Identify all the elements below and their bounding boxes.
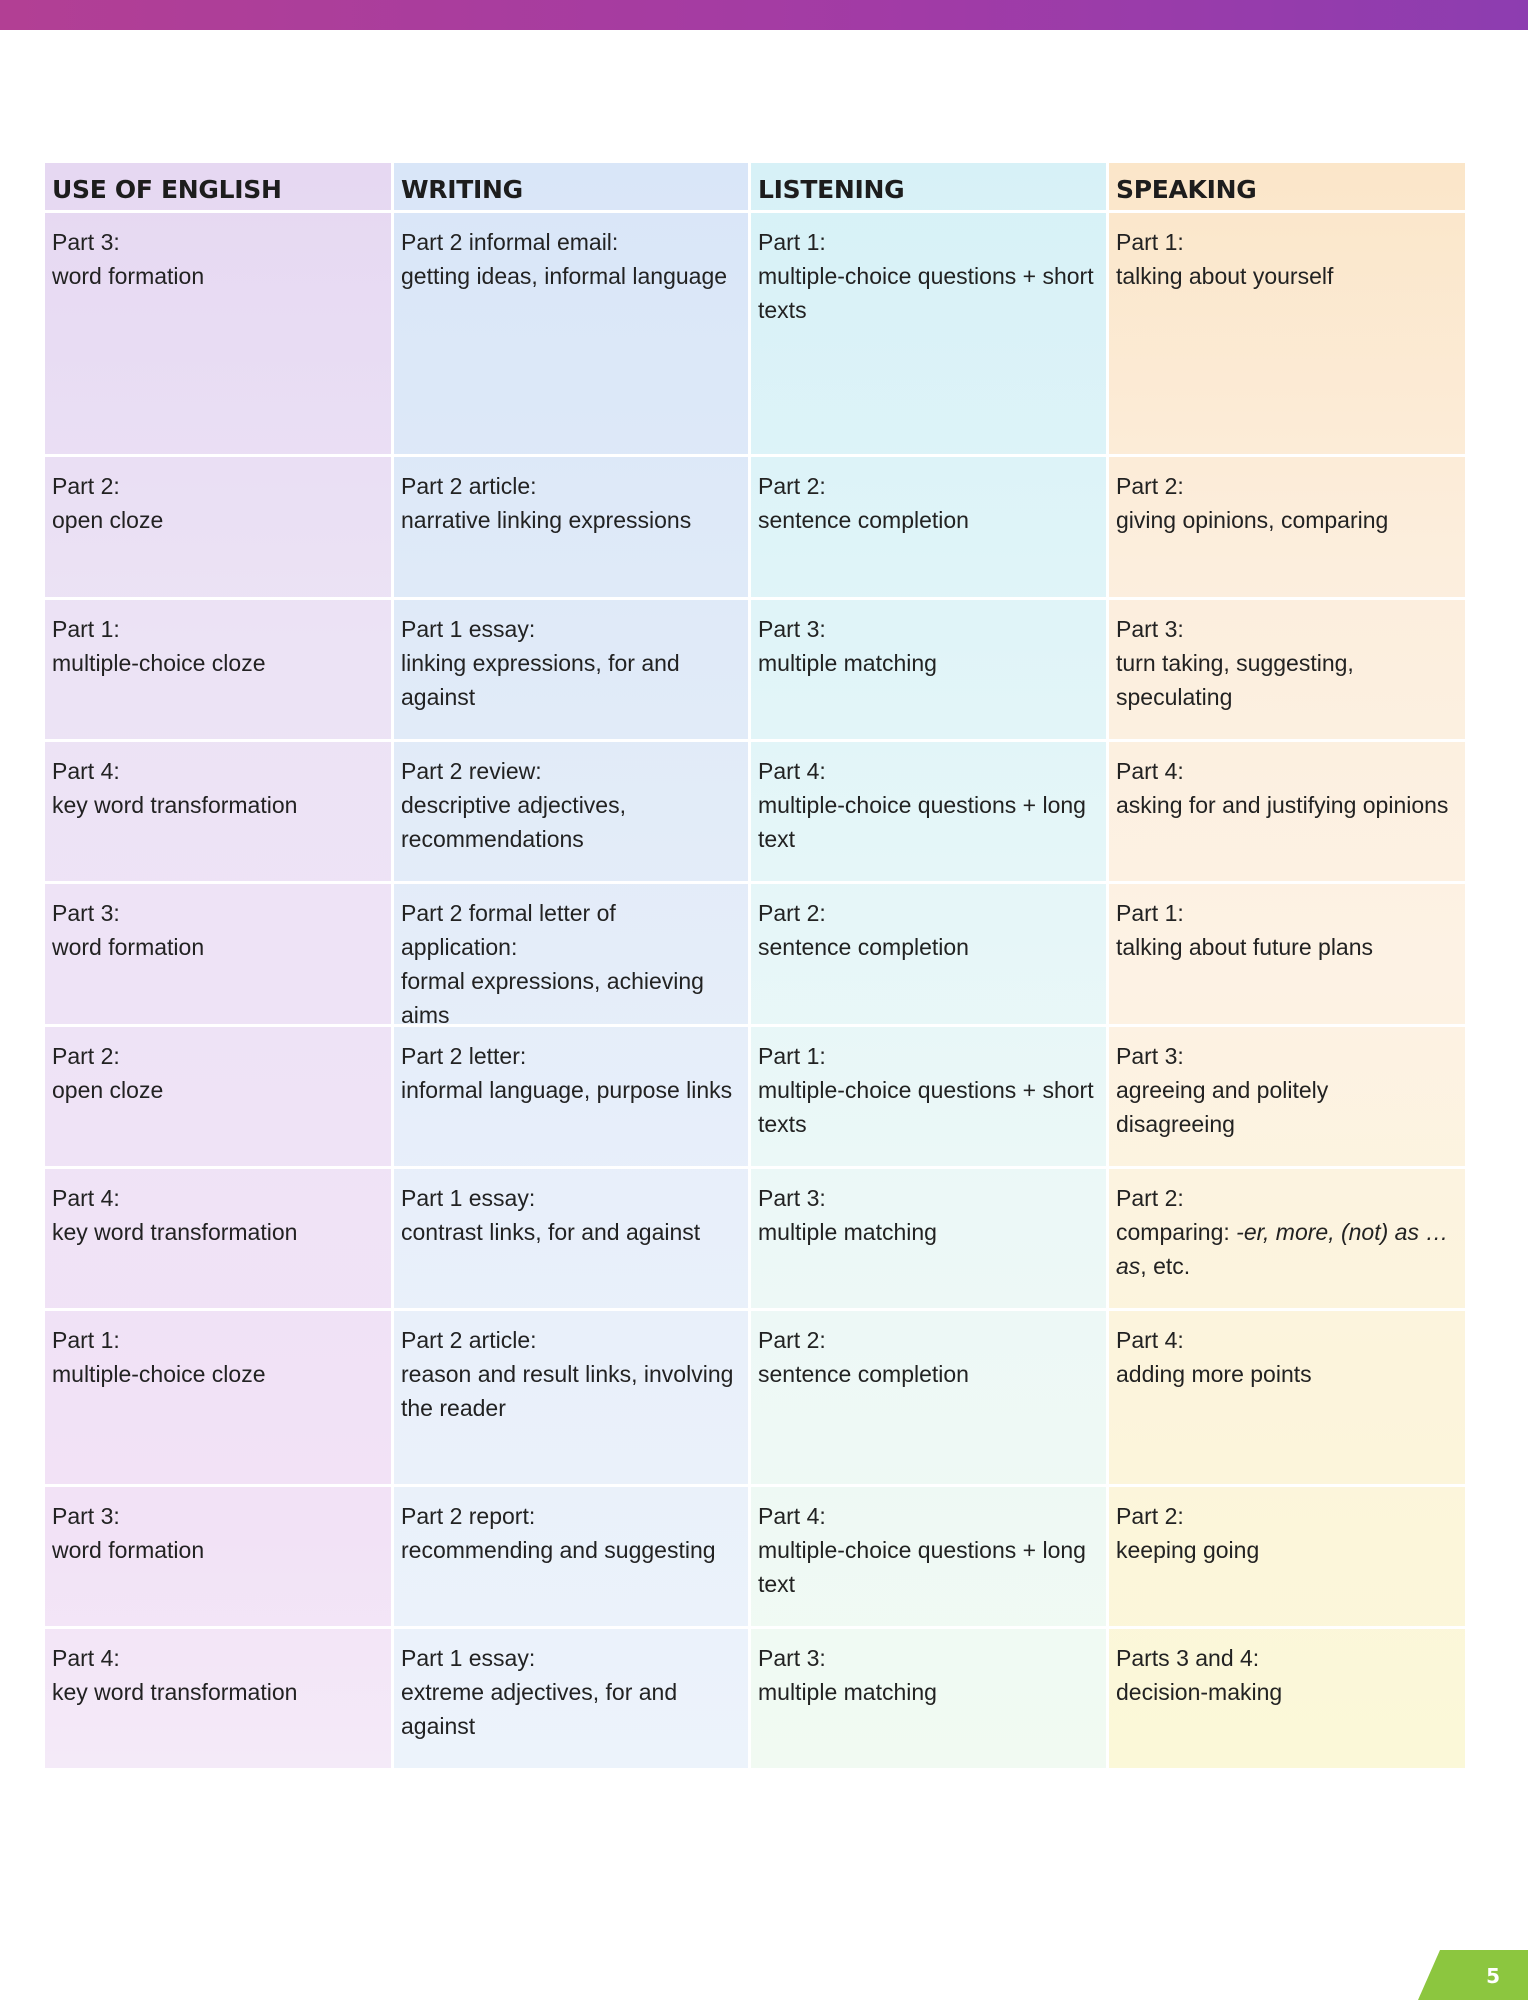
table-cell-speaking bbox=[1109, 457, 1465, 600]
column-header-speaking: SPEAKING bbox=[1109, 163, 1465, 213]
cell-text: Part 3: word formation bbox=[52, 1503, 205, 1563]
table-cell-listening bbox=[751, 213, 1109, 457]
cell-text: Part 1: multiple-choice questions + short texts bbox=[758, 229, 1094, 323]
cell-text: Part 3: turn taking, suggesting, speculating bbox=[1116, 616, 1354, 710]
table-cell-speaking bbox=[1109, 600, 1465, 742]
table-cell-use-of-english bbox=[45, 1629, 394, 1771]
table-cell-listening bbox=[751, 600, 1109, 742]
cell-text: Part 2: sentence completion bbox=[758, 473, 969, 533]
table-cell-listening bbox=[751, 742, 1109, 884]
table-cell-speaking bbox=[1109, 1311, 1465, 1487]
cell-text: Part 1 essay: contrast links, for and against bbox=[401, 1185, 701, 1245]
cell-text: Part 3: agreeing and politely disagreeing bbox=[1116, 1043, 1329, 1137]
cell-text: Part 2 letter: informal language, purpose links bbox=[401, 1043, 733, 1103]
page-tab-shape bbox=[1418, 1950, 1528, 2000]
cell-text: Part 3: multiple matching bbox=[758, 616, 937, 676]
cell-text: Part 1: multiple-choice questions + short texts bbox=[758, 1043, 1094, 1137]
cell-text: Part 2: open cloze bbox=[52, 1043, 164, 1103]
table-cell-listening bbox=[751, 1311, 1109, 1487]
cell-text: Part 2 report: recommending and suggesting bbox=[401, 1503, 716, 1563]
cell-text: Part 4: asking for and justifying opinions bbox=[1116, 758, 1449, 818]
cell-text: Part 2 article: narrative linking expressions bbox=[401, 473, 692, 533]
table-cell-writing bbox=[394, 213, 751, 457]
cell-text: Part 2 formal letter of application: formal expressions, achieving aims bbox=[401, 900, 704, 1028]
cell-text: Part 4: key word transformation bbox=[52, 1185, 298, 1245]
cell-text: Part 2 informal email: getting ideas, informal language bbox=[401, 229, 728, 289]
table-cell-listening bbox=[751, 1629, 1109, 1771]
table-cell-use-of-english bbox=[45, 1169, 394, 1311]
cell-text: Part 1: talking about future plans bbox=[1116, 900, 1374, 960]
table-cell-writing bbox=[394, 600, 751, 742]
table-cell-speaking bbox=[1109, 1169, 1465, 1311]
cell-text: Part 4: adding more points bbox=[1116, 1327, 1312, 1387]
table-cell-writing bbox=[394, 884, 751, 1027]
table-cell-writing bbox=[394, 457, 751, 600]
syllabus-table bbox=[45, 163, 1465, 1771]
cell-text: Part 1: talking about yourself bbox=[1116, 229, 1334, 289]
table-cell-use-of-english bbox=[45, 457, 394, 600]
table-cell-writing bbox=[394, 1629, 751, 1771]
cell-text: Part 4: key word transformation bbox=[52, 758, 298, 818]
cell-text: Part 1: multiple-choice cloze bbox=[52, 616, 266, 676]
cell-text: Part 2: sentence completion bbox=[758, 1327, 969, 1387]
cell-text: Part 3: multiple matching bbox=[758, 1185, 937, 1245]
column-header-writing: WRITING bbox=[394, 163, 751, 213]
cell-text: Part 3: word formation bbox=[52, 900, 205, 960]
table-cell-speaking bbox=[1109, 1629, 1465, 1771]
table-cell-listening bbox=[751, 1027, 1109, 1169]
cell-text: Part 2: sentence completion bbox=[758, 900, 969, 960]
table-cell-listening bbox=[751, 1487, 1109, 1629]
cell-text: Part 1 essay: linking expressions, for and against bbox=[401, 616, 680, 710]
table-cell-speaking bbox=[1109, 884, 1465, 1027]
table-cell-use-of-english bbox=[45, 742, 394, 884]
table-cell-use-of-english bbox=[45, 1027, 394, 1169]
table-cell-use-of-english bbox=[45, 1311, 394, 1487]
table-cell-use-of-english bbox=[45, 884, 394, 1027]
page-number-tab bbox=[1418, 1950, 1528, 2000]
table-cell-speaking bbox=[1109, 1487, 1465, 1629]
table-cell-writing bbox=[394, 1027, 751, 1169]
cell-text: Part 2 article: reason and result links, involving the reader bbox=[401, 1327, 734, 1421]
cell-text: Part 2: open cloze bbox=[52, 473, 164, 533]
cell-text: Part 4: multiple-choice questions + long text bbox=[758, 758, 1086, 852]
column-header-use-of-english: USE OF ENGLISH bbox=[45, 163, 394, 213]
column-header-listening: LISTENING bbox=[751, 163, 1109, 213]
table-cell-use-of-english bbox=[45, 600, 394, 742]
cell-text: Part 2: keeping going bbox=[1116, 1503, 1260, 1563]
table-cell-writing bbox=[394, 1311, 751, 1487]
table-cell-use-of-english bbox=[45, 1487, 394, 1629]
table-cell-writing bbox=[394, 742, 751, 884]
table-cell-writing bbox=[394, 1169, 751, 1311]
cell-text: Part 4: key word transformation bbox=[52, 1645, 298, 1705]
cell-text: Part 2: giving opinions, comparing bbox=[1116, 473, 1389, 533]
cell-text: Part 2 review: descriptive adjectives, recommendations bbox=[401, 758, 626, 852]
cell-text: Part 3: multiple matching bbox=[758, 1645, 937, 1705]
table-cell-listening bbox=[751, 457, 1109, 600]
table-cell-speaking bbox=[1109, 742, 1465, 884]
cell-text: Part 2: comparing: -er, more, (not) as … as, etc. bbox=[1116, 1185, 1449, 1279]
table-cell-use-of-english bbox=[45, 213, 394, 457]
cell-text: Part 4: multiple-choice questions + long text bbox=[758, 1503, 1086, 1597]
table-cell-writing bbox=[394, 1487, 751, 1629]
page-number: 5 bbox=[1486, 1964, 1500, 1988]
cell-text: Part 3: word formation bbox=[52, 229, 205, 289]
cell-text: Parts 3 and 4: decision-making bbox=[1116, 1645, 1283, 1705]
table-cell-listening bbox=[751, 1169, 1109, 1311]
top-color-band bbox=[0, 0, 1528, 30]
table-cell-speaking bbox=[1109, 213, 1465, 457]
cell-text: Part 1 essay: extreme adjectives, for and against bbox=[401, 1645, 678, 1739]
table-cell-listening bbox=[751, 884, 1109, 1027]
cell-text: Part 1: multiple-choice cloze bbox=[52, 1327, 266, 1387]
table-cell-speaking bbox=[1109, 1027, 1465, 1169]
